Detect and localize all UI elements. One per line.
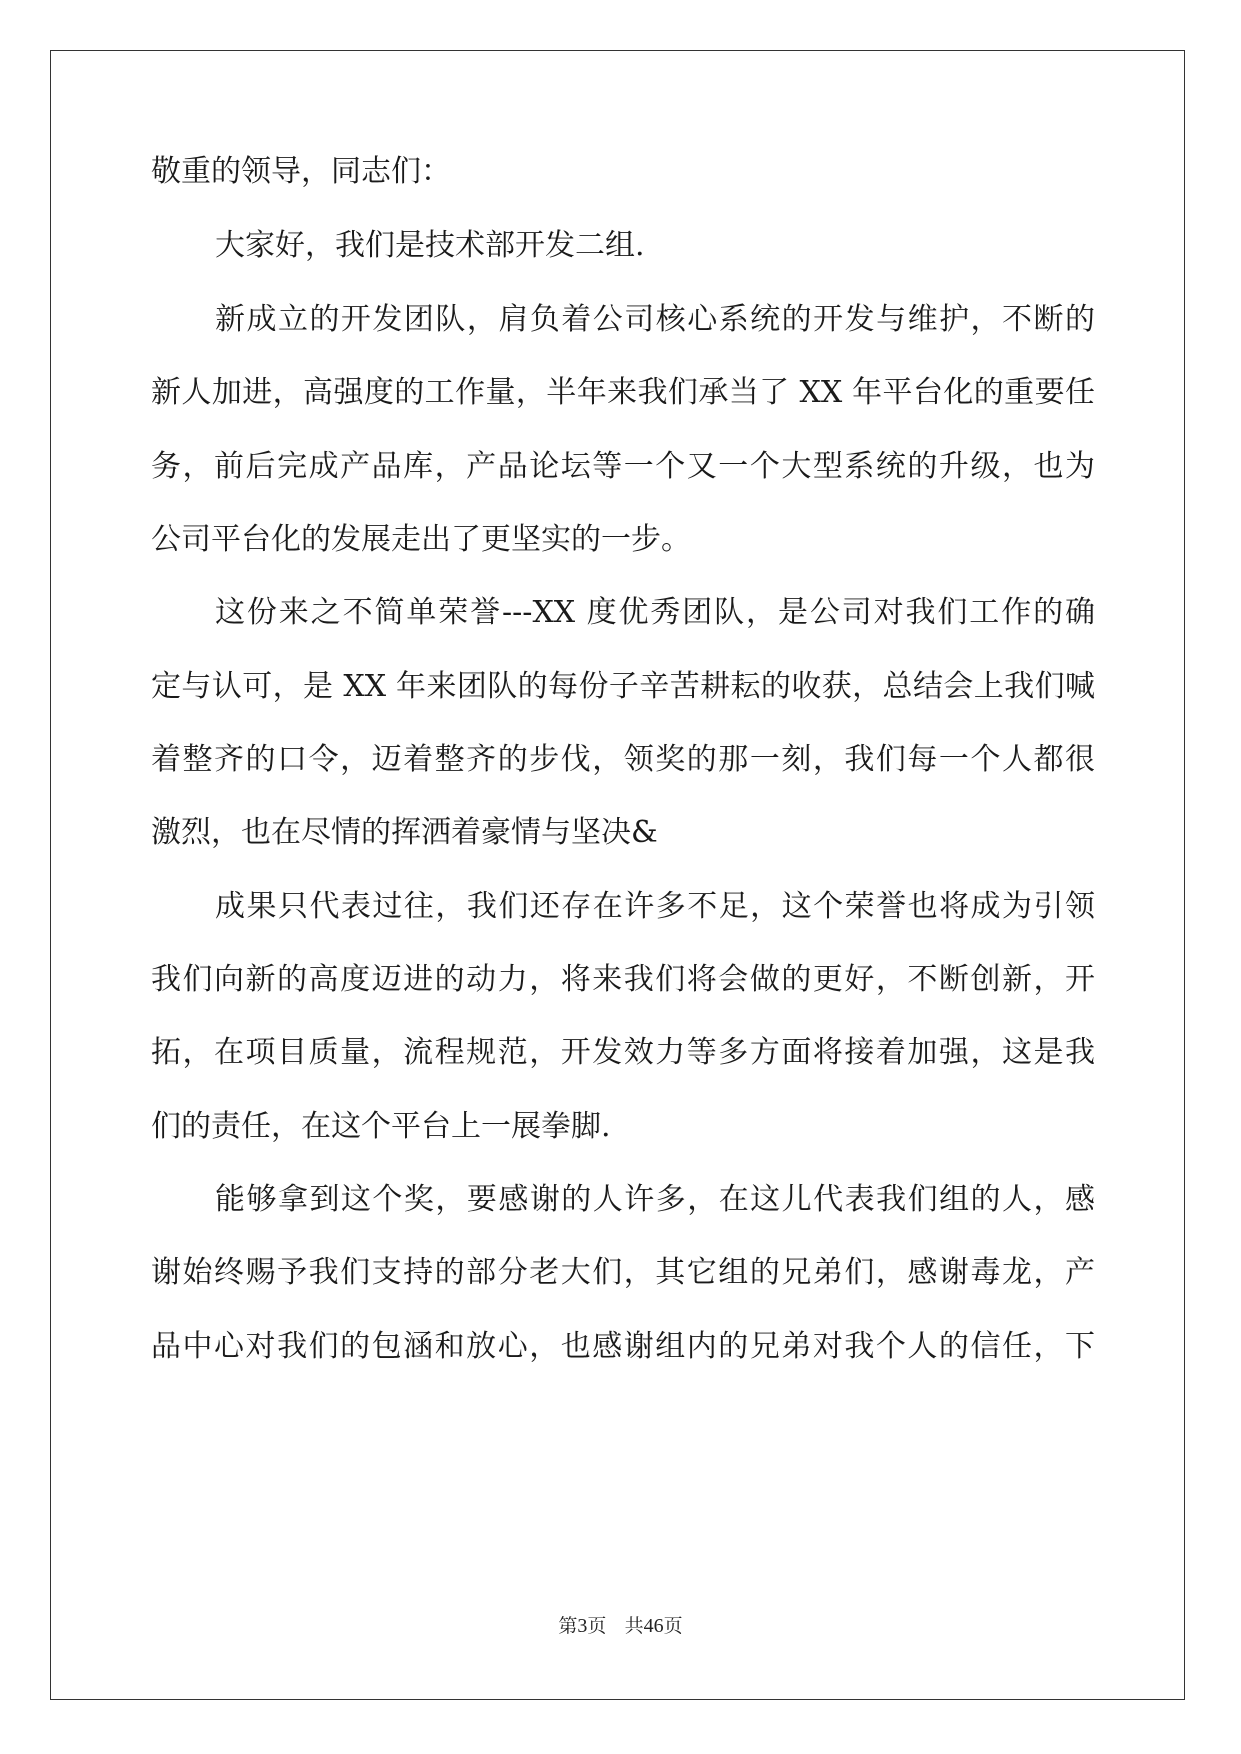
page-border: [50, 50, 1185, 1700]
paragraph-3-line-3: 着整齐的口令，迈着整齐的步伐，领奖的那一刻，我们每一个人都很: [151, 742, 1095, 777]
paragraph-4-line-2: 我们向新的高度迈进的动力，将来我们将会做的更好，不断创新，开: [151, 962, 1095, 997]
paragraph-2-line-1: 新成立的开发团队，肩负着公司核心系统的开发与维护，不断的: [215, 302, 1095, 337]
paragraph-2-line-2: 新人加进，高强度的工作量，半年来我们承当了 XX 年平台化的重要任: [151, 375, 1095, 410]
total-label-suffix: 页: [663, 1615, 683, 1637]
page-label-prefix: 第: [558, 1615, 578, 1637]
paragraph-2-line-3: 务，前后完成产品库，产品论坛等一个又一个大型系统的升级，也为: [151, 449, 1095, 484]
paragraph-3-line-1: 这份来之不简单荣誉---XX 度优秀团队，是公司对我们工作的确: [215, 595, 1095, 630]
paragraph-3-line-4: 激烈，也在尽情的挥洒着豪情与坚决&: [151, 815, 658, 850]
paragraph-2-line-4: 公司平台化的发展走出了更坚实的一步。: [151, 522, 691, 557]
total-pages: 46: [643, 1615, 664, 1637]
paragraph-1-line-1: 大家好，我们是技术部开发二组.: [215, 228, 645, 263]
page-footer: [0, 1614, 1241, 1638]
paragraph-3-line-2: 定与认可，是 XX 年来团队的每份子辛苦耕耘的收获，总结会上我们喊: [151, 669, 1095, 704]
paragraph-4-line-4: 们的责任，在这个平台上一展拳脚.: [151, 1109, 611, 1144]
total-label-prefix: 共: [624, 1615, 644, 1637]
paragraph-5-line-3: 品中心对我们的包涵和放心，也感谢组内的兄弟对我个人的信任，下: [151, 1329, 1095, 1364]
paragraph-5-line-1: 能够拿到这个奖，要感谢的人许多，在这儿代表我们组的人，感: [215, 1182, 1095, 1217]
paragraph-4-line-3: 拓，在项目质量，流程规范，开发效力等多方面将接着加强，这是我: [151, 1035, 1095, 1070]
salutation: 敬重的领导，同志们：: [151, 154, 451, 189]
paragraph-5-line-2: 谢始终赐予我们支持的部分老大们，其它组的兄弟们，感谢毒龙，产: [151, 1255, 1095, 1290]
paragraph-4-line-1: 成果只代表过往，我们还存在许多不足，这个荣誉也将成为引领: [215, 889, 1095, 924]
page-number: 3: [577, 1615, 588, 1637]
page-label-suffix: 页: [587, 1615, 607, 1637]
